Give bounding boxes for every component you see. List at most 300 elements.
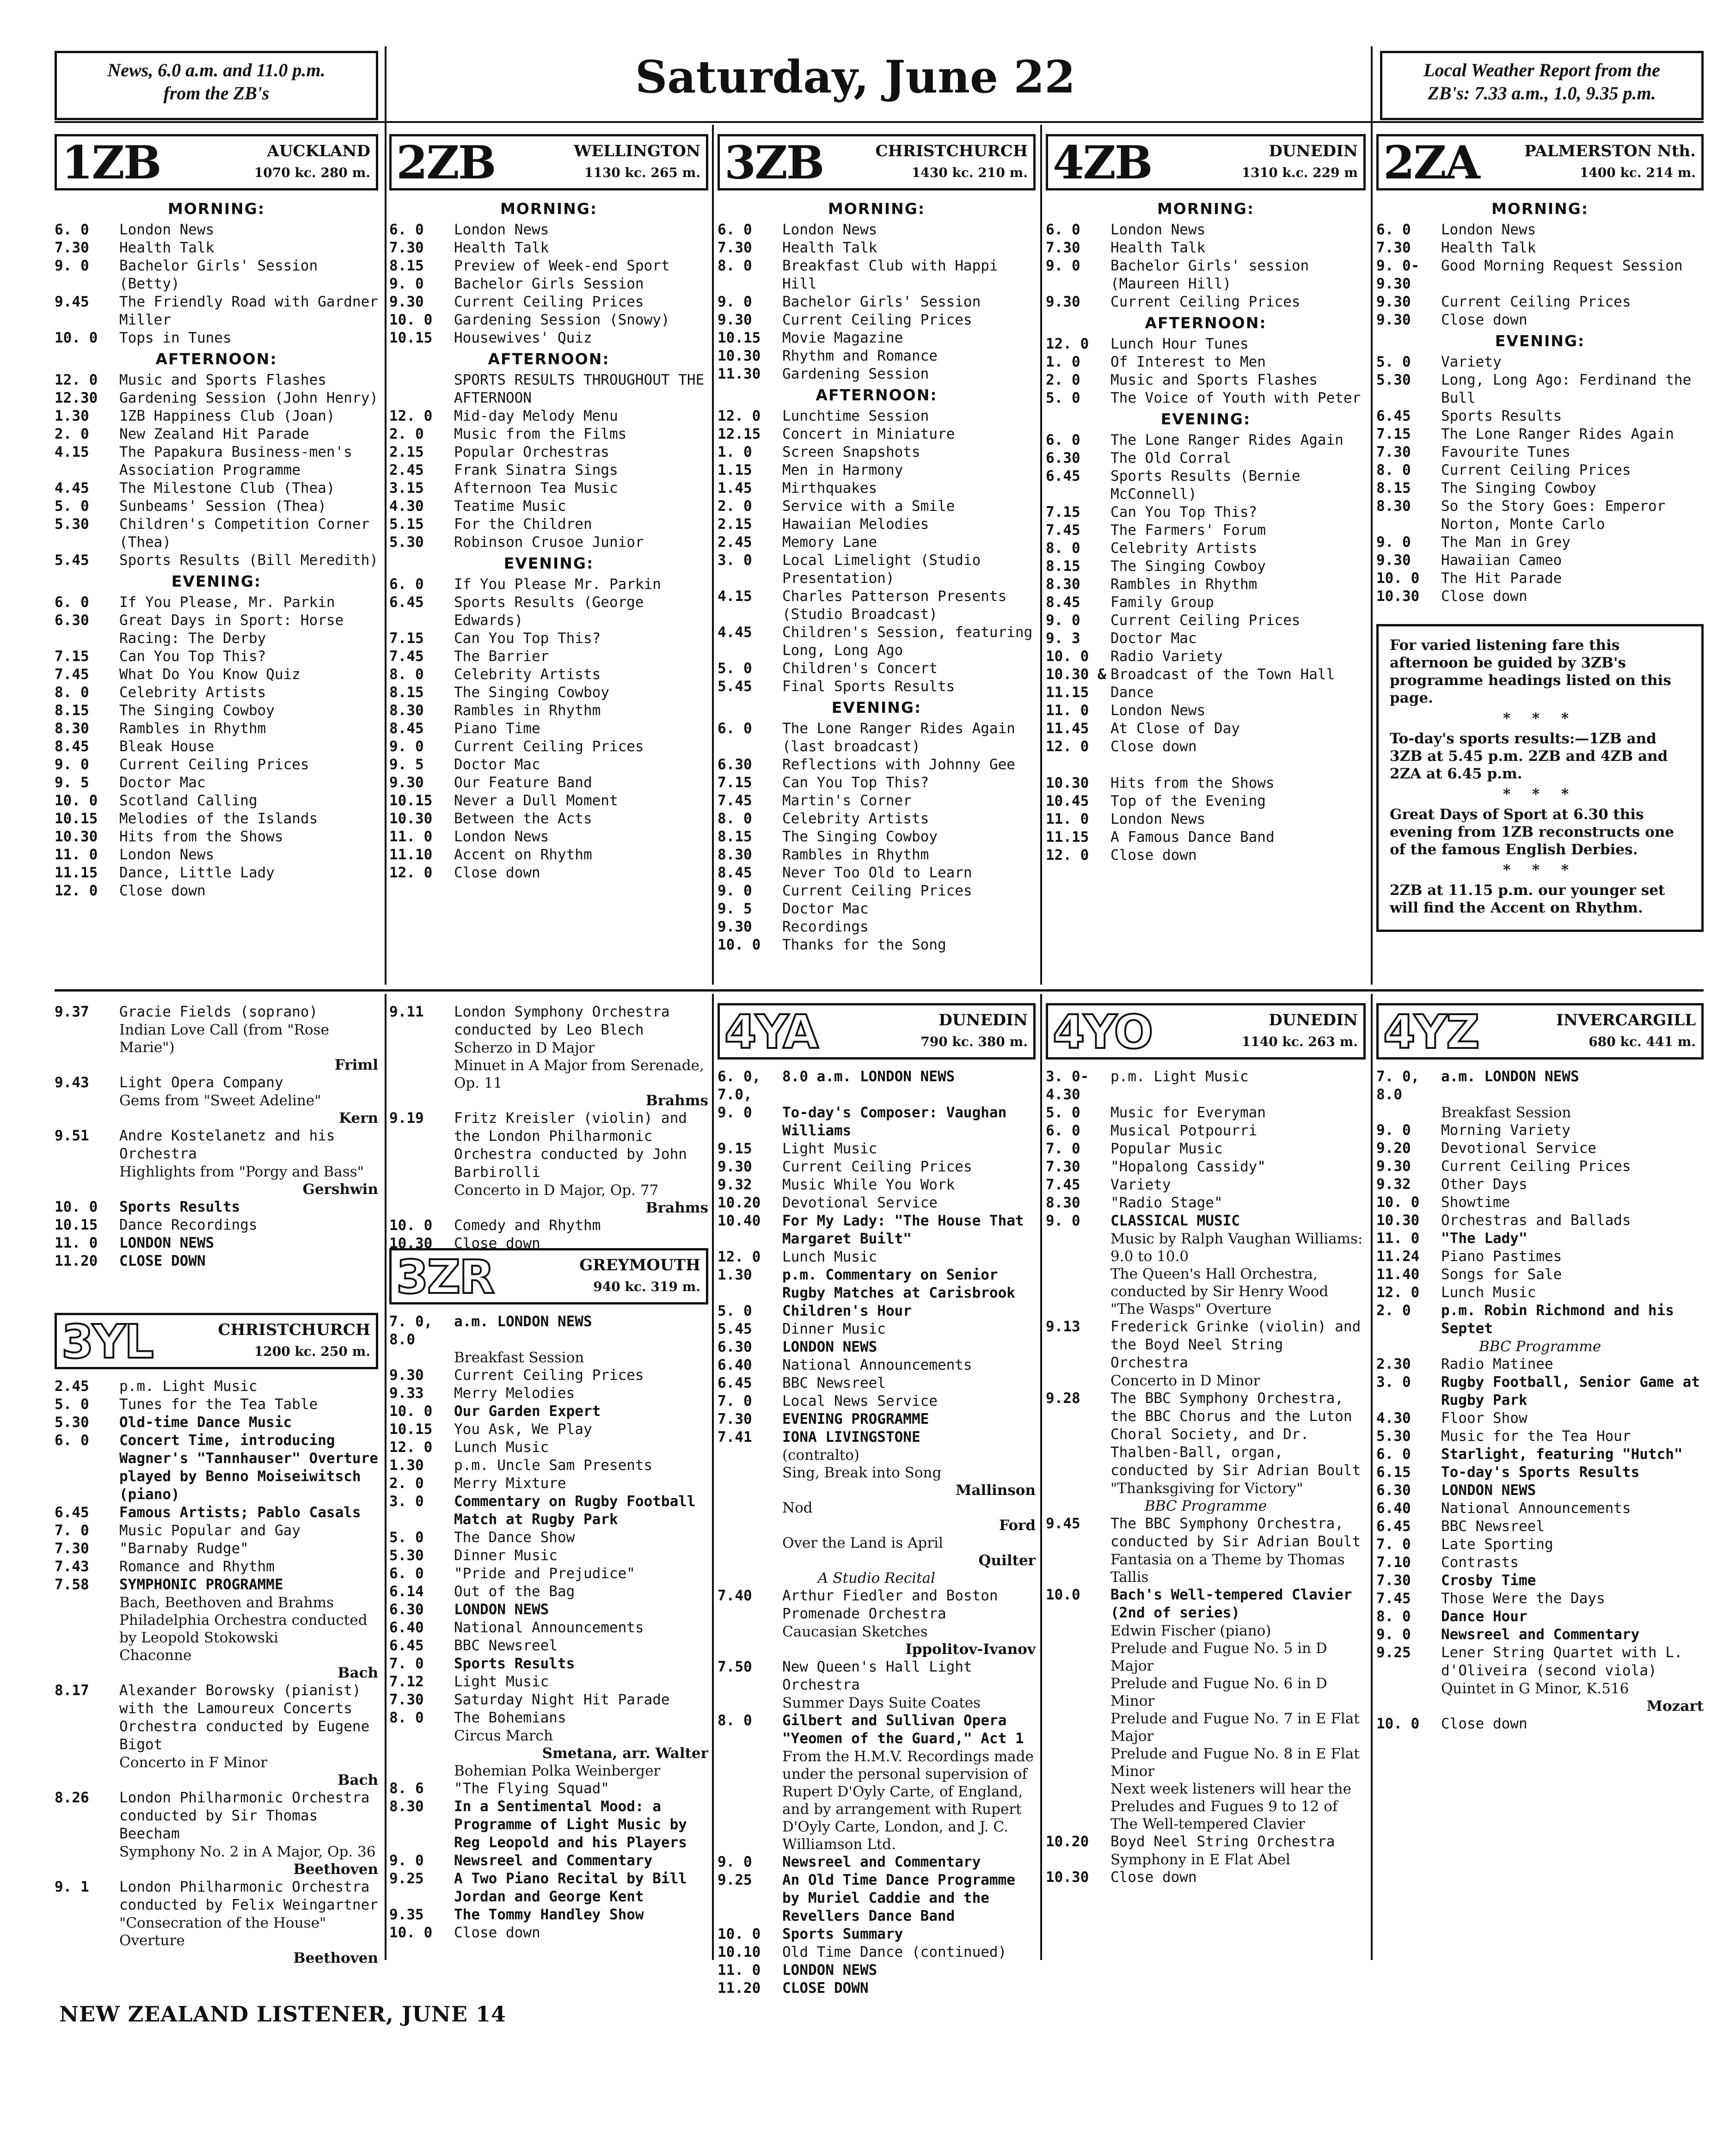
programme-time: 6.45 [1046,468,1080,484]
programme-time: 6. 0 [718,221,752,238]
programme-row [389,630,708,648]
programme-title: Rugby Football, Senior Game at Rugby Park [1441,1374,1700,1409]
programme-time: 10. 0 [1046,648,1089,665]
programme-row [718,882,1036,900]
programme-title: Gardening Session (Snowy) [454,312,670,328]
programme-time: 10.15 [55,1217,98,1233]
programme-time: 9.30 [718,919,752,935]
programme-time: 10. 0 [718,937,761,953]
programme-time: 6.30 [389,1601,424,1618]
programme-title: a.m. LONDON NEWS [454,1313,592,1330]
programme-title: Current Ceiling Prices [1110,612,1300,629]
programme-title: Late Sporting [1441,1536,1553,1553]
programme-time: 9.30 [1376,552,1411,569]
programme-time: 5. 0 [1046,390,1080,406]
programme-time: 5. 0 [1046,1104,1080,1121]
programme-time: 9. 0 [718,1104,752,1121]
composer-credit: Gershwin [302,1181,378,1198]
programme-title: If You Please Mr. Parkin [454,576,661,593]
programme-time: 10.10 [718,1944,761,1960]
programme-time: 1. 0 [1046,354,1080,370]
programme-title: Music Popular and Gay [119,1522,301,1539]
programme-row [55,666,378,684]
programme-row [55,594,378,612]
programme-title: Close down [1441,312,1527,328]
programme-title: Can You Top This? [119,648,266,665]
programme-title: Sports Results [1441,408,1562,424]
programme-time: 8. 6 [389,1780,424,1797]
programme-row [55,738,378,756]
programme-row [55,774,378,792]
composer-credit: Quilter [978,1552,1036,1569]
programme-title: National Announcements [454,1619,644,1636]
programme-row [718,1374,1036,1392]
programme-row [1376,533,1704,551]
programme-time: 9. 0 [389,276,424,292]
station-callsign-box [1376,1003,1704,1060]
programme-time: 12.15 [718,426,761,442]
programme-time: 6. 0 [389,221,424,238]
programme-title: Comedy and Rhythm [454,1217,601,1234]
listening-note: * * * [1503,710,1577,727]
programme-time: 8. 0 [718,257,752,274]
programme-row [718,1410,1036,1428]
programme-title: Top of the Evening [1110,793,1266,809]
programme-row [1046,389,1366,407]
programme-row [389,1583,708,1601]
programme-row [1046,666,1366,702]
programme-row [389,1475,708,1493]
programme-row [1376,1536,1704,1554]
station-callsign: 2ZA [1383,136,1479,190]
station-city: CHRISTCHURCH [218,1321,370,1339]
programme-time: 9. 0 [718,882,752,899]
station-callsign-box [1046,134,1366,190]
programme-time: 9. 0 [389,1852,424,1869]
programme-title: Bachelor Girls Session [454,276,644,292]
programme-row [389,1493,708,1529]
programme-time: 10. 0 [389,1217,433,1234]
programme-row [55,257,378,293]
programme-time: 9. 0 [1046,1213,1080,1229]
programme-title: Floor Show [1441,1410,1527,1427]
programme-row [718,347,1036,365]
programme-title: New Queen's Hall Light Orchestra [782,1659,972,1693]
programme-note: Prelude and Fugue No. 8 in E Flat Minor [1110,1746,1360,1780]
programme-credit: BBC Programme [1144,1498,1267,1514]
programme-time: 12. 0 [1046,336,1089,352]
programme-title: Close down [1110,1869,1197,1886]
programme-time: 9. 0 [1376,1122,1411,1139]
programme-title: Our Feature Band [454,774,592,791]
programme-row [389,1403,708,1421]
programme-note: (contralto) [782,1447,859,1464]
programme-title: The Voice of Youth with Peter [1110,390,1361,406]
programme-row [1376,221,1704,239]
programme-time: 9.30 [1376,1158,1411,1175]
listening-note: * * * [1503,786,1577,802]
programme-row [389,329,708,347]
programme-time: 11.10 [389,846,433,863]
programme-row [1046,1833,1366,1851]
programme-row [55,551,378,570]
programme-row [389,221,708,239]
programme-row [55,756,378,774]
programme-title: In a Sentimental Mood: a Programme of Light Music by Reg Leopold and his Players [454,1798,687,1851]
programme-title: New Zealand Hit Parade [119,426,309,442]
programme-row [718,461,1036,479]
programme-note: Prelude and Fugue No. 6 in D Minor [1110,1675,1327,1709]
programme-row [55,1127,378,1163]
programme-row [389,774,708,792]
programme-row [1376,1248,1704,1266]
programme-time: 3. 0 [1376,1374,1411,1390]
programme-time: 7.15 [718,774,752,791]
programme-note: Quintet in G Minor, K.516 [1441,1680,1629,1697]
programme-note: Over the Land is April [782,1535,943,1551]
programme-row [55,1414,378,1432]
programme-title: What Do You Know Quiz [119,666,301,683]
programme-title: Current Ceiling Prices [1441,462,1631,478]
programme-title: Reflections with Johnny Gee [782,756,1015,773]
programme-title: To-day's Sports Results [1441,1464,1640,1481]
programme-time: 5.45 [718,678,752,695]
programme-time: 9.25 [389,1870,424,1887]
station-3yl [55,1313,378,1967]
programme-title: Never a Dull Moment [454,792,618,809]
station-callsign: 2ZB [396,136,495,190]
programme-time: 7.30 [1046,239,1080,256]
station-city: DUNEDIN [1269,1011,1358,1029]
programme-time: 7.15 [389,630,424,647]
programme-time: 8.15 [55,702,89,719]
programme-time: 12. 0 [389,864,433,881]
station-4ya [718,1003,1036,1997]
programme-row [1376,1373,1704,1409]
divider [1040,994,1042,1960]
programme-time: 9. 5 [718,900,752,917]
programme-time: 10.45 [1046,793,1089,809]
station-2za [1376,134,1704,932]
listening-note: 2ZB at 11.15 p.m. our younger set will find the Accent on Rhythm. [1390,882,1665,916]
programme-row [1376,311,1704,329]
weather-report-box [1380,51,1704,120]
programme-row [1046,1158,1366,1176]
programme-row [718,1248,1036,1266]
programme-time: 7.30 [55,1540,89,1557]
programme-row [1376,1121,1704,1139]
programme-time: 10.40 [718,1213,761,1229]
programme-note: Bohemian Polka Weinberger [454,1763,661,1779]
programme-title: Celebrity Artists [454,666,601,683]
programme-row [389,1217,708,1235]
programme-time: 11. 0 [55,1235,98,1251]
station-city: GREYMOUTH [579,1256,700,1274]
programme-time: 5.30 [1376,372,1411,388]
programme-note: Concerto in D Minor [1110,1372,1260,1389]
programme-title: Never Too Old to Learn [782,864,972,881]
programme-time: 8.45 [389,720,424,737]
station-callsign: 3ZR [396,1250,494,1304]
programme-note: Sing, Break into Song [782,1464,942,1481]
programme-title: London News [119,221,215,238]
programme-title: The BBC Symphony Orchestra, the BBC Chorus and the Luton Choral Society, and Dr. Thalben-Ball, organ, conducted by Sir Adrian Boult [1110,1390,1361,1479]
programme-row [55,371,378,389]
programme-row [1046,792,1366,810]
programme-row [718,479,1036,497]
programme-time: 10. 0 [389,312,433,328]
programme-title: The BBC Symphony Orchestra, conducted by Sir Adrian Boult [1110,1515,1361,1550]
programme-time: 8.15 [389,257,424,274]
station-frequency: 1130 kc. 265 m. [584,165,700,180]
programme-row [1376,570,1704,588]
programme-row [718,846,1036,864]
programme-row [1046,1068,1366,1104]
programme-time: 1. 0 [718,444,752,460]
programme-row [718,678,1036,696]
programme-title: Long, Long Ago: Ferdinand the Bull [1441,372,1692,406]
programme-title: National Announcements [1441,1500,1631,1517]
programme-time: 5. 0 [718,660,752,677]
programme-time: 2.45 [55,1378,89,1395]
programme-row [389,702,708,720]
programme-title: Can You Top This? [454,630,601,647]
divider [1371,994,1373,1960]
programme-title: Rambles in Rhythm [119,720,266,737]
station-city: PALMERSTON Nth. [1524,142,1696,160]
programme-time: 12. 0 [1046,847,1089,864]
programme-row [1376,1194,1704,1212]
programme-row [1376,1518,1704,1536]
listening-note: * * * [1503,862,1577,878]
programme-time: 4.45 [55,480,89,496]
station-callsign-box [389,134,708,190]
programme-row [718,1266,1036,1302]
programme-row [55,497,378,515]
programme-time: 7.40 [718,1587,752,1604]
programme-row [389,1457,708,1475]
section-heading: AFTERNOON: [488,350,610,368]
programme-row [1046,1104,1366,1122]
programme-row [718,1068,1036,1104]
section-heading: MORNING: [167,200,265,218]
programme-title: Doctor Mac [1110,630,1197,647]
programme-title: Tops in Tunes [119,330,232,346]
programme-title: Showtime [1441,1194,1510,1211]
programme-title: Current Ceiling Prices [454,738,644,755]
programme-title: London News [1110,702,1206,719]
programme-title: Screen Snapshots [782,444,920,460]
programme-row [55,1396,378,1414]
programme-row [389,1870,708,1906]
programme-title: Final Sports Results [782,678,955,695]
programme-title: Commentary on Rugby Football Match at Rugby Park [454,1493,696,1528]
programme-time: 11.20 [55,1253,98,1269]
programme-time: 10.15 [389,792,433,809]
programme-time: 9.28 [1046,1390,1080,1407]
programme-time: 7.12 [389,1673,424,1690]
programme-title: London Symphony Orchestra conducted by Leo Blech [454,1004,670,1038]
programme-time: 9.15 [718,1140,752,1157]
programme-time: 11.15 [1046,829,1089,845]
programme-row [389,497,708,515]
programme-row [1376,479,1704,497]
composer-credit: Kern [339,1110,378,1127]
programme-row [389,293,708,311]
programme-row [1046,1868,1366,1886]
programme-time: 7.30 [1376,444,1411,460]
programme-title: "Radio Stage" [1110,1194,1223,1211]
programme-time: 10.20 [718,1194,761,1211]
programme-row [1046,521,1366,539]
programme-time: 7. 0 [1376,1536,1411,1553]
programme-row [1046,630,1366,648]
programme-title: Health Talk [782,239,877,256]
programme-title: Good Morning Request Session [1441,257,1683,274]
programme-time: 1.30 [389,1457,424,1474]
programme-note: Chaconne [119,1647,192,1664]
programme-title: The Farmers' Forum [1110,522,1266,539]
programme-time: 11. 0 [718,1962,761,1978]
programme-title: Health Talk [119,239,215,256]
programme-row [718,774,1036,792]
programme-time: 5.30 [389,1547,424,1564]
programme-title: The Lone Ranger Rides Again [1441,426,1674,442]
programme-row [1046,257,1366,293]
station-4yo [1046,1003,1366,1886]
programme-row [718,588,1036,624]
programme-row [1376,293,1704,311]
programme-time: 12. 0 [55,882,98,899]
programme-title: Starlight, featuring "Hutch" [1441,1446,1683,1463]
programme-title: Gilbert and Sullivan Opera "Yeomen of the Guard," Act 1 [782,1712,1024,1747]
programme-note: From the H.M.V. Recordings made under the personal supervision of Rupert D'Oyly Carte, of England, and by arrangement with Rupert D'Oyly Carte, London, and J. C. Williamson Ltd. [782,1748,1034,1853]
programme-time: 9. 0 [389,738,424,755]
programme-time: 9.32 [1376,1176,1411,1193]
programme-title: Songs for Sale [1441,1266,1562,1283]
composer-credit: Ford [999,1517,1036,1534]
programme-row [389,1852,708,1870]
programme-title: Health Talk [1441,239,1536,256]
programme-row [718,533,1036,551]
programme-row [55,846,378,864]
programme-title: The Man in Grey [1441,534,1570,551]
station-city: WELLINGTON [574,142,700,160]
programme-title: Merry Mixture [454,1475,566,1492]
programme-row [1376,1409,1704,1427]
programme-title: Contrasts [1441,1554,1519,1571]
programme-row [1376,443,1704,461]
programme-row [1376,497,1704,533]
programme-row [55,1682,378,1754]
programme-title: For My Lady: "The House That Margaret Built" [782,1213,1024,1247]
divider [712,125,714,985]
programme-row [389,1906,708,1924]
programme-row [389,479,708,497]
programme-title: Celebrity Artists [782,810,929,827]
programme-title: Musical Potpourri [1110,1122,1258,1139]
programme-time: 11. 0 [1046,811,1089,827]
programme-row [1376,461,1704,479]
programme-title: Preview of Week-end Sport [454,257,670,274]
section-heading: EVENING: [831,698,922,717]
programme-time: 12. 0 [718,408,761,424]
programme-time: 4.30 [1376,1410,1411,1427]
programme-time: 10.30 [389,1235,433,1252]
programme-title: The Milestone Club (Thea) [119,480,335,496]
station-frequency: 790 kc. 380 m. [920,1034,1028,1049]
programme-row [55,828,378,846]
programme-title: Sports Results (Bernie McConnell) [1110,468,1300,502]
programme-time: 8.15 [1376,480,1411,496]
programme-row [55,239,378,257]
programme-time: 9. 0 [1046,612,1080,629]
programme-title: Light Music [782,1140,877,1157]
programme-time: 10. 0 [389,1924,433,1941]
programme-title: Hawaiian Cameo [1441,552,1562,569]
programme-row [1046,1122,1366,1140]
programme-row [1046,702,1366,720]
programme-row [718,1392,1036,1410]
programme-time: 2.30 [1376,1356,1411,1372]
programme-row [1376,1158,1704,1176]
programme-title: Scotland Calling [119,792,258,809]
programme-title: Radio Variety [1110,648,1223,665]
programme-row [55,702,378,720]
programme-title: EVENING PROGRAMME [782,1411,929,1427]
programme-title: Popular Orchestras [454,444,609,460]
programme-title: Local News Service [782,1393,938,1409]
station-frequency: 680 kc. 441 m. [1589,1034,1696,1049]
programme-title: Bachelor Girls' session (Maureen Hill) [1110,257,1309,292]
programme-row [718,1943,1036,1961]
programme-title: London News [1441,221,1536,238]
programme-note: Summer Days Suite Coates [782,1695,981,1711]
programme-row [55,1252,378,1270]
programme-row [1376,551,1704,570]
programme-time: 9.11 [389,1004,424,1020]
programme-time: 11. 0 [55,846,98,863]
programme-title: The Singing Cowboy [782,828,938,845]
programme-time: 9.43 [55,1074,89,1091]
programme-row [389,257,708,275]
programme-time: 4.15 [55,444,89,460]
programme-time: 2.15 [718,516,752,533]
programme-time: 10. 0 [55,330,98,346]
programme-title: 1ZB Happiness Club (Joan) [119,408,335,424]
programme-row [1376,1554,1704,1572]
programme-time: 8. 0 [1376,1608,1411,1625]
footer-credit: NEW ZEALAND LISTENER, JUNE 14 [59,2002,506,2027]
programme-row [718,624,1036,660]
programme-title: Memory Lane [782,534,877,551]
composer-credit: Mallinson [956,1482,1036,1499]
programme-time: 11.20 [718,1980,761,1997]
programme-time: 6.45 [55,1504,89,1521]
programme-title: Gardening Session (John Henry) [119,390,378,406]
programme-title: Afternoon Tea Music [454,480,618,496]
programme-row [718,497,1036,515]
programme-time: 9. 0 [55,756,89,773]
programme-time: 10.30 [1376,588,1420,605]
programme-row [55,1504,378,1522]
programme-title: Current Ceiling Prices [119,756,309,773]
programme-row [1376,1302,1704,1338]
section-heading: EVENING: [1160,410,1251,428]
station-city: INVERCARGILL [1556,1011,1696,1029]
programme-row [1046,539,1366,557]
programme-row [389,1421,708,1439]
